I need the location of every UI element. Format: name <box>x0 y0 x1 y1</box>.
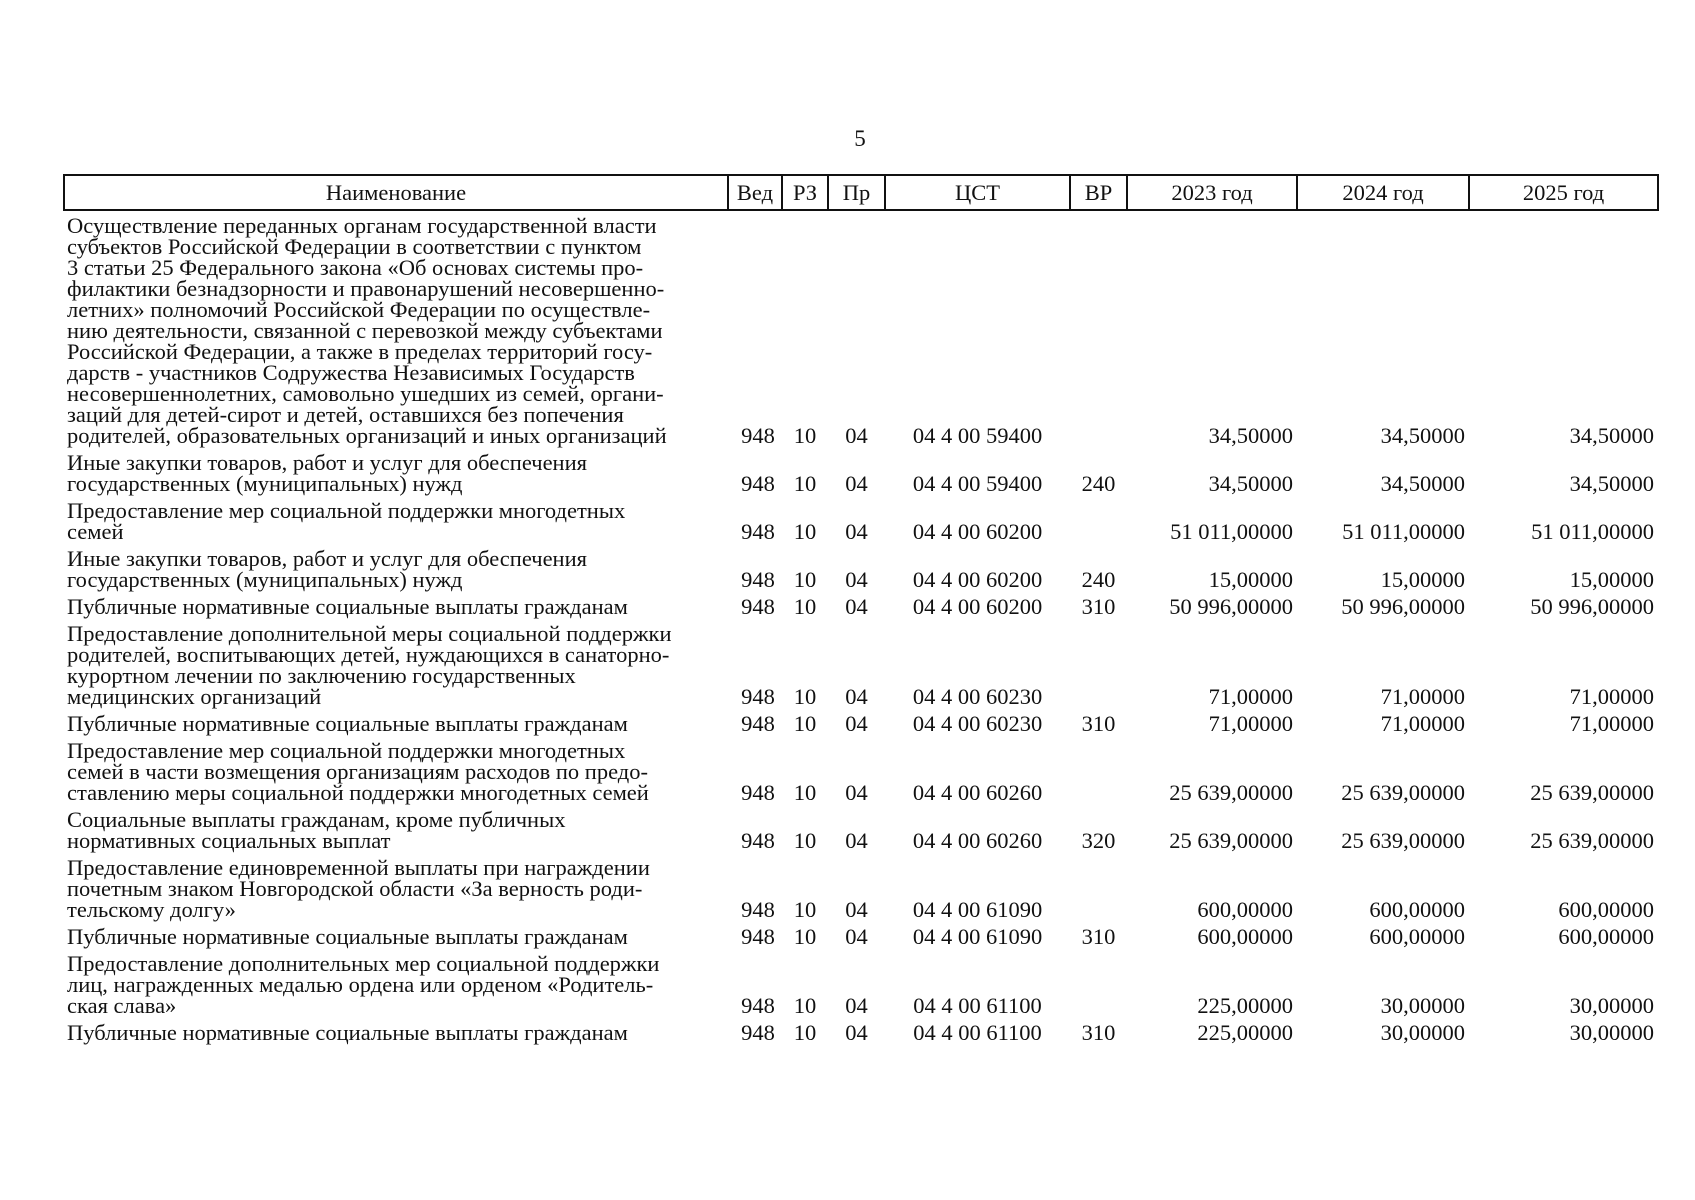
header-name: Наименование <box>64 175 728 210</box>
amount-2025-cell: 30,00000 <box>1569 993 1654 1018</box>
name-cell <box>64 947 728 1016</box>
ved-cell: 948 <box>741 423 775 448</box>
pr-cell: 04 <box>845 780 868 805</box>
pr-cell: 04 <box>845 519 868 544</box>
vr-cell <box>1070 494 1127 542</box>
name-line: Предоставление дополнительной меры социальной поддержки <box>67 621 672 646</box>
table-row <box>64 542 1658 590</box>
amount-2023-cell: 50 996,00000 <box>1169 594 1293 619</box>
name-cell <box>64 446 728 494</box>
pr-cell: 04 <box>845 828 868 853</box>
pr-cell: 04 <box>845 993 868 1018</box>
rz-cell: 10 <box>793 423 817 448</box>
pr-cell: 04 <box>845 567 868 592</box>
header-ved: Вед <box>728 175 782 210</box>
name-line: филактики безнадзорности и правонарушений несовершенно- <box>67 276 665 301</box>
ved-cell: 948 <box>741 924 775 949</box>
amount-2024-cell: 51 011,00000 <box>1342 519 1465 544</box>
header-pr: Пр <box>828 175 885 210</box>
name-line: несовершеннолетних, самовольно ушедших из семей, органи- <box>67 381 664 406</box>
cst-cell: 04 4 00 61090 <box>912 924 1043 949</box>
name-line: ская слава» <box>67 993 177 1018</box>
vr-cell: 240 <box>1081 471 1116 496</box>
table-row <box>64 590 1658 617</box>
rz-cell: 10 <box>793 780 817 805</box>
rz-cell: 10 <box>793 567 817 592</box>
amount-2025-cell: 71,00000 <box>1569 684 1654 709</box>
table-row <box>64 210 1658 446</box>
amount-2023-cell: 34,50000 <box>1208 423 1293 448</box>
name-cell <box>64 210 728 446</box>
cst-cell: 04 4 00 60230 <box>912 684 1043 709</box>
amount-2023-cell: 71,00000 <box>1208 711 1293 736</box>
header-year-2023: 2023 год <box>1127 175 1297 210</box>
amount-2023-cell: 600,00000 <box>1197 924 1293 949</box>
amount-2023-cell: 25 639,00000 <box>1169 828 1293 853</box>
cst-cell: 04 4 00 61100 <box>913 1020 1042 1045</box>
cst-cell: 04 4 00 60200 <box>912 567 1043 592</box>
amount-2024-cell: 34,50000 <box>1380 471 1465 496</box>
table-row <box>64 920 1658 947</box>
name-line: дарств - участников Содружества Независимых Государств <box>67 360 635 385</box>
amount-2023-cell: 225,00000 <box>1197 993 1293 1018</box>
rz-cell: 10 <box>793 1020 817 1045</box>
amount-2024-cell: 600,00000 <box>1369 897 1465 922</box>
name-cell <box>64 1016 728 1043</box>
name-line: родителей, образовательных организаций и иных организаций <box>67 423 667 448</box>
name-line: Предоставление единовременной выплаты при награждении <box>67 855 650 880</box>
amount-2025-cell: 51 011,00000 <box>1531 519 1654 544</box>
vr-cell: 310 <box>1081 711 1116 736</box>
cst-cell: 04 4 00 60230 <box>912 711 1043 736</box>
rz-cell: 10 <box>793 993 817 1018</box>
name-cell <box>64 590 728 617</box>
vr-cell: 240 <box>1081 567 1116 592</box>
name-line: Публичные нормативные социальные выплаты гражданам <box>67 594 628 619</box>
rz-cell: 10 <box>793 897 817 922</box>
name-line: почетным знаком Новгородской области «За верность роди- <box>67 876 643 901</box>
cst-cell: 04 4 00 59400 <box>912 471 1043 496</box>
name-line: лиц, награжденных медалью ордена или орденом «Родитель- <box>67 972 654 997</box>
name-cell <box>64 851 728 920</box>
name-line: ставлению меры социальной поддержки многодетных семей <box>67 780 649 805</box>
cst-cell: 04 4 00 60200 <box>912 594 1043 619</box>
table-row <box>64 803 1658 851</box>
amount-2025-cell: 600,00000 <box>1558 897 1654 922</box>
ved-cell: 948 <box>741 780 775 805</box>
table-row <box>64 494 1658 542</box>
name-line: Публичные нормативные социальные выплаты гражданам <box>67 711 628 736</box>
name-cell <box>64 803 728 851</box>
name-line: субъектов Российской Федерации в соответствии с пунктом <box>67 234 642 259</box>
ved-cell: 948 <box>741 897 775 922</box>
vr-cell <box>1070 947 1127 1016</box>
amount-2025-cell: 30,00000 <box>1569 1020 1654 1045</box>
table-row <box>64 1016 1658 1043</box>
pr-cell: 04 <box>845 423 868 448</box>
vr-cell: 310 <box>1081 1020 1116 1045</box>
name-cell <box>64 707 728 734</box>
table-body <box>64 210 1658 1043</box>
name-line: семей в части возмещения организациям расходов по предо- <box>67 759 648 784</box>
name-line: Российской Федерации, а также в пределах территорий госу- <box>67 339 653 364</box>
amount-2024-cell: 15,00000 <box>1380 567 1465 592</box>
amount-2025-cell: 34,50000 <box>1569 471 1654 496</box>
name-line: Социальные выплаты гражданам, кроме публичных <box>67 807 566 832</box>
name-line: государственных (муниципальных) нужд <box>67 471 463 496</box>
rz-cell: 10 <box>793 711 817 736</box>
amount-2025-cell: 15,00000 <box>1569 567 1654 592</box>
cst-cell: 04 4 00 61090 <box>912 897 1043 922</box>
vr-cell: 320 <box>1081 828 1116 853</box>
amount-2023-cell: 225,00000 <box>1197 1020 1293 1045</box>
amount-2024-cell: 71,00000 <box>1380 684 1465 709</box>
rz-cell: 10 <box>793 519 817 544</box>
amount-2025-cell: 25 639,00000 <box>1530 828 1654 853</box>
ved-cell: 948 <box>741 567 775 592</box>
name-line: родителей, воспитывающих детей, нуждающихся в санаторно- <box>67 642 670 667</box>
name-line: тельскому долгу» <box>67 897 236 922</box>
pr-cell: 04 <box>845 924 868 949</box>
table-row <box>64 734 1658 803</box>
ved-cell: 948 <box>741 828 775 853</box>
table-row <box>64 947 1658 1016</box>
cst-cell: 04 4 00 61100 <box>913 993 1042 1018</box>
header-year-2024: 2024 год <box>1297 175 1469 210</box>
vr-cell <box>1070 851 1127 920</box>
name-line: Публичные нормативные социальные выплаты гражданам <box>67 1020 628 1045</box>
vr-cell <box>1070 734 1127 803</box>
table-header <box>64 175 1658 210</box>
rz-cell: 10 <box>793 471 817 496</box>
name-line: Предоставление мер социальной поддержки многодетных <box>67 498 626 523</box>
cst-cell: 04 4 00 60200 <box>912 519 1043 544</box>
ved-cell: 948 <box>741 1020 775 1045</box>
name-line: нормативных социальных выплат <box>67 828 391 853</box>
amount-2025-cell: 34,50000 <box>1569 423 1654 448</box>
amount-2025-cell: 25 639,00000 <box>1530 780 1654 805</box>
amount-2024-cell: 71,00000 <box>1380 711 1465 736</box>
header-vr: ВР <box>1070 175 1127 210</box>
amount-2024-cell: 25 639,00000 <box>1341 828 1465 853</box>
amount-2025-cell: 71,00000 <box>1569 711 1654 736</box>
cst-cell: 04 4 00 60260 <box>912 828 1043 853</box>
ved-cell: 948 <box>741 993 775 1018</box>
rz-cell: 10 <box>793 924 817 949</box>
amount-2023-cell: 25 639,00000 <box>1169 780 1293 805</box>
vr-cell: 310 <box>1081 594 1116 619</box>
name-line: медицинских организаций <box>67 684 322 709</box>
vr-cell <box>1070 210 1127 446</box>
pr-cell: 04 <box>845 471 868 496</box>
name-line: Предоставление мер социальной поддержки многодетных <box>67 738 626 763</box>
amount-2024-cell: 30,00000 <box>1380 1020 1465 1045</box>
table-row <box>64 446 1658 494</box>
name-line: семей <box>67 519 124 544</box>
name-line: летних» полномочий Российской Федерации по осуществле- <box>67 297 651 322</box>
rz-cell: 10 <box>793 594 817 619</box>
ved-cell: 948 <box>741 471 775 496</box>
name-cell <box>64 920 728 947</box>
amount-2024-cell: 50 996,00000 <box>1341 594 1465 619</box>
name-line: Предоставление дополнительных мер социальной поддержки <box>67 951 660 976</box>
header-year-2025: 2025 год <box>1469 175 1658 210</box>
amount-2025-cell: 600,00000 <box>1558 924 1654 949</box>
amount-2023-cell: 71,00000 <box>1208 684 1293 709</box>
ved-cell: 948 <box>741 711 775 736</box>
table-row <box>64 617 1658 707</box>
name-cell <box>64 542 728 590</box>
amount-2023-cell: 15,00000 <box>1208 567 1293 592</box>
pr-cell: 04 <box>845 711 868 736</box>
pr-cell: 04 <box>845 897 868 922</box>
ved-cell: 948 <box>741 519 775 544</box>
name-line: Осуществление переданных органам государственной власти <box>67 213 657 238</box>
header-cst: ЦСТ <box>885 175 1070 210</box>
amount-2025-cell: 50 996,00000 <box>1530 594 1654 619</box>
amount-2023-cell: 600,00000 <box>1197 897 1293 922</box>
name-cell <box>64 734 728 803</box>
amount-2023-cell: 51 011,00000 <box>1170 519 1293 544</box>
name-line: заций для детей-сирот и детей, оставшихся без попечения <box>67 402 624 427</box>
name-cell <box>64 617 728 707</box>
amount-2023-cell: 34,50000 <box>1208 471 1293 496</box>
pr-cell: 04 <box>845 1020 868 1045</box>
name-cell <box>64 494 728 542</box>
name-line: Иные закупки товаров, работ и услуг для обеспечения <box>67 450 587 475</box>
vr-cell: 310 <box>1081 924 1116 949</box>
header-rz: РЗ <box>782 175 828 210</box>
name-line: Иные закупки товаров, работ и услуг для обеспечения <box>67 546 587 571</box>
table-row <box>64 851 1658 920</box>
name-line: 3 статьи 25 Федерального закона «Об основах системы про- <box>67 255 644 280</box>
rz-cell: 10 <box>793 828 817 853</box>
amount-2024-cell: 34,50000 <box>1380 423 1465 448</box>
pr-cell: 04 <box>845 594 868 619</box>
name-line: нию деятельности, связанной с перевозкой между субъектами <box>67 318 663 343</box>
name-line: Публичные нормативные социальные выплаты гражданам <box>67 924 628 949</box>
rz-cell: 10 <box>793 684 817 709</box>
name-line: государственных (муниципальных) нужд <box>67 567 463 592</box>
pr-cell: 04 <box>845 684 868 709</box>
table-row <box>64 707 1658 734</box>
cst-cell: 04 4 00 60260 <box>912 780 1043 805</box>
name-line: курортном лечении по заключению государственных <box>67 663 576 688</box>
cst-cell: 04 4 00 59400 <box>912 423 1043 448</box>
amount-2024-cell: 600,00000 <box>1369 924 1465 949</box>
page-number: 5 <box>854 126 866 151</box>
vr-cell <box>1070 617 1127 707</box>
amount-2024-cell: 25 639,00000 <box>1341 780 1465 805</box>
amount-2024-cell: 30,00000 <box>1380 993 1465 1018</box>
budget-table <box>63 174 1659 1043</box>
ved-cell: 948 <box>741 594 775 619</box>
ved-cell: 948 <box>741 684 775 709</box>
